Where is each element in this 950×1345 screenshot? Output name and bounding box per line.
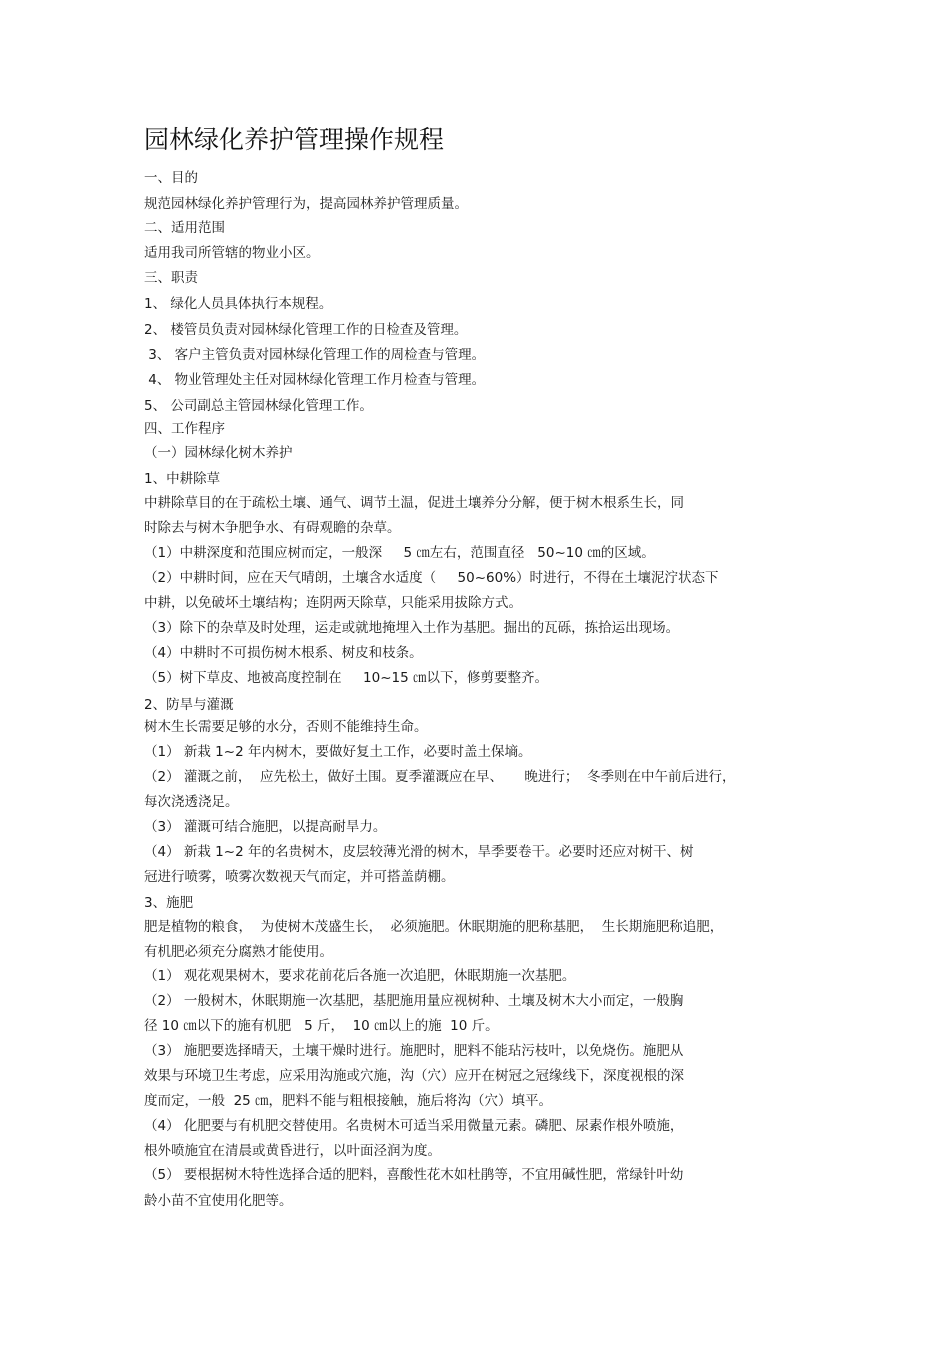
paragraph-line: 肥是植物的粮食， 为使树木茂盛生长， 必须施肥。休眠期施的肥称基肥， 生长期施肥称追肥， — [144, 919, 724, 935]
list-item: （3） 施肥要选择晴天，土壤干燥时进行。施肥时，肥料不能玷污枝叶，以免烧伤。施肥从 — [144, 1043, 684, 1059]
list-item: （4） 化肥要与有机肥交替使用。名贵树木可适当采用微量元素。磷肥、尿素作根外喷施， — [144, 1118, 684, 1134]
list-item: 4、 物业管理处主任对园林绿化管理工作月检查与管理。 — [144, 372, 486, 388]
paragraph-line: 每次浇透浇足。 — [144, 794, 239, 810]
paragraph-line: 中耕，以免破坏土壤结构；连阴两天除草，只能采用拔除方式。 — [144, 595, 522, 611]
section-heading: 四、工作程序 — [144, 421, 225, 437]
list-item: （3） 灌溉可结合施肥，以提高耐旱力。 — [144, 819, 387, 835]
paragraph-line: 适用我司所管辖的物业小区。 — [144, 245, 320, 261]
subsection-heading: （一）园林绿化树木养护 — [144, 445, 293, 461]
list-item: （1）中耕深度和范围应树而定，一般深 5 ㎝左右，范围直径 50~10 ㎝的区域。 — [144, 545, 655, 561]
list-item: 5、 公司副总主管园林绿化管理工作。 — [144, 398, 373, 414]
subsection-heading: 2、防旱与灌溉 — [144, 697, 234, 713]
section-heading: 一、目的 — [144, 170, 198, 186]
list-item: （1） 新栽 1~2 年内树木，要做好复土工作，必要时盖土保墒。 — [144, 744, 532, 760]
list-item: （2） 灌溉之前， 应先松土，做好土围。夏季灌溉应在早、 晚进行； 冬季则在中午前后进行， — [144, 769, 736, 785]
list-item: 1、 绿化人员具体执行本规程。 — [144, 296, 333, 312]
section-heading: 二、适用范围 — [144, 220, 225, 236]
paragraph-line: 有机肥必须充分腐熟才能使用。 — [144, 944, 333, 960]
list-item: （2）中耕时间，应在天气晴朗，土壤含水适度（ 50~60%）时进行，不得在土壤泥泞状态下 — [144, 570, 719, 586]
list-item: （3）除下的杂草及时处理，运走或就地掩埋入土作为基肥。掘出的瓦砾，拣拾运出现场。 — [144, 620, 680, 636]
list-item: （5）树下草皮、地被高度控制在 10~15 ㎝以下，修剪要整齐。 — [144, 670, 549, 686]
paragraph-line: 根外喷施宜在清晨或黄昏进行，以叶面泾润为度。 — [144, 1143, 441, 1159]
paragraph-line: 中耕除草目的在于疏松土壤、通气、调节土温，促进土壤养分分解，便于树木根系生长，同 — [144, 495, 684, 511]
section-heading: 三、职责 — [144, 270, 198, 286]
paragraph-line: 冠进行喷雾，喷雾次数视天气而定，并可搭盖荫棚。 — [144, 869, 455, 885]
list-item: 3、 客户主管负责对园林绿化管理工作的周检查与管理。 — [144, 347, 486, 363]
list-item: （2） 一般树木，休眠期施一次基肥，基肥施用量应视树种、土壤及树木大小而定，一般胸 — [144, 993, 684, 1009]
paragraph-line: 龄小苗不宜使用化肥等。 — [144, 1193, 293, 1209]
subsection-heading: 3、施肥 — [144, 895, 194, 911]
list-item: （5） 要根据树木特性选择合适的肥料，喜酸性花木如杜鹃等，不宜用碱性肥，常绿针叶幼 — [144, 1167, 684, 1183]
paragraph-line: 树木生长需要足够的水分，否则不能维持生命。 — [144, 719, 428, 735]
paragraph-line: 时除去与树木争肥争水、有碍观瞻的杂草。 — [144, 520, 401, 536]
list-item: （4）中耕时不可损伤树木根系、树皮和枝条。 — [144, 645, 423, 661]
paragraph-line: 径 10 ㎝以下的施有机肥 5 斤， 10 ㎝以上的施 10 斤。 — [144, 1018, 499, 1034]
paragraph-line: 效果与环境卫生考虑，应采用沟施或穴施，沟（穴）应开在树冠之冠缘线下，深度视根的深 — [144, 1068, 684, 1084]
subsection-heading: 1、中耕除草 — [144, 471, 221, 487]
list-item: （4） 新栽 1~2 年的名贵树木，皮层较薄光滑的树木，旱季要卷干。必要时还应对树干、树 — [144, 844, 694, 860]
paragraph-line: 规范园林绿化养护管理行为，提高园林养护管理质量。 — [144, 196, 468, 212]
paragraph-line: 度而定，一般 25 ㎝，肥料不能与粗根接触，施后将沟（穴）填平。 — [144, 1093, 553, 1109]
list-item: 2、 楼管员负责对园林绿化管理工作的日检查及管理。 — [144, 322, 468, 338]
document-title: 园林绿化养护管理操作规程 — [144, 125, 445, 154]
list-item: （1） 观花观果树木，要求花前花后各施一次追肥，休眠期施一次基肥。 — [144, 968, 576, 984]
